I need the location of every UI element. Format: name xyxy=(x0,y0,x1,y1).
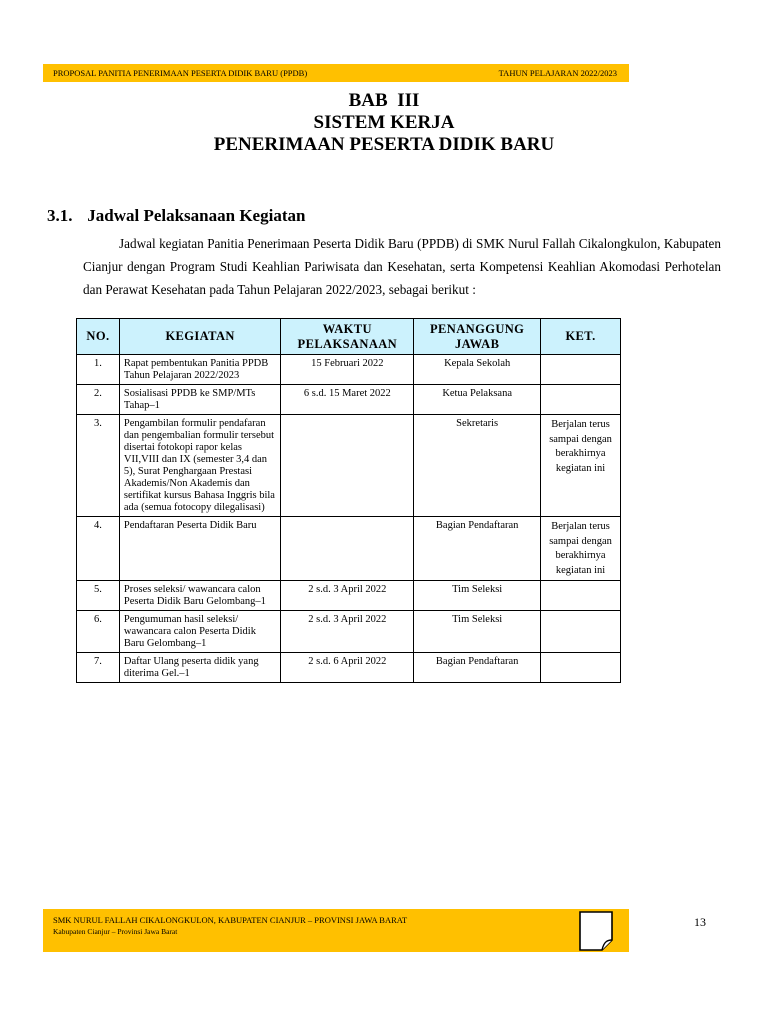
cell-waktu: 6 s.d. 15 Maret 2022 xyxy=(281,385,414,415)
cell-ket: Berjalan terus sampai dengan berakhirnya kegiatan ini xyxy=(541,415,621,517)
cell-ket xyxy=(541,611,621,653)
cell-ket xyxy=(541,385,621,415)
cell-kegiatan: Pengambilan formulir pendafaran dan pengembalian formulir tersebut disertai fotokopi rapor kelas VII,VIII dan IX (semester 3,4 dan 5), Surat Penghargaan Prestasi Akademis/Non Akademis dan sertifikat kursus Bahasa Inggris bila ada (semua fotocopy dilegalisasi) xyxy=(119,415,281,517)
cell-waktu xyxy=(281,517,414,581)
footer-school-text: SMK NURUL FALLAH CIKALONGKULON, KABUPATEN CIANJUR – PROVINSI JAWA BARAT xyxy=(53,915,408,925)
table-row xyxy=(77,355,621,385)
cell-no: 4. xyxy=(77,517,120,581)
cell-waktu: 2 s.d. 6 April 2022 xyxy=(281,653,414,683)
schedule-table xyxy=(76,318,621,683)
cell-penanggung-jawab: Bagian Pendaftaran xyxy=(414,653,541,683)
chapter-title: SISTEM KERJA xyxy=(313,112,455,133)
section-heading xyxy=(47,206,305,226)
header-waktu-line2: PELAKSANAAN xyxy=(297,336,398,351)
cell-no: 6. xyxy=(77,611,120,653)
cell-kegiatan: Sosialisasi PPDB ke SMP/MTs Tahap–1 xyxy=(119,385,281,415)
cell-kegiatan: Daftar Ulang peserta didik yang diterima Gel.–1 xyxy=(119,653,281,683)
table-row xyxy=(77,517,621,581)
cell-penanggung-jawab: Tim Seleksi xyxy=(414,611,541,653)
cell-kegiatan: Proses seleksi/ wawancara calon Peserta Didik Baru Gelombang–1 xyxy=(119,581,281,611)
header-penanggung-jawab xyxy=(414,319,541,355)
cell-waktu: 2 s.d. 3 April 2022 xyxy=(281,611,414,653)
table-header-row xyxy=(77,319,621,355)
cell-ket xyxy=(541,355,621,385)
table-row xyxy=(77,653,621,683)
cell-penanggung-jawab: Sekretaris xyxy=(414,415,541,517)
cell-no: 2. xyxy=(77,385,120,415)
cell-waktu: 2 s.d. 3 April 2022 xyxy=(281,581,414,611)
header-kegiatan: KEGIATAN xyxy=(119,319,281,355)
cell-penanggung-jawab: Ketua Pelaksana xyxy=(414,385,541,415)
header-pj-line1: PENANGGUNG xyxy=(430,321,525,336)
cell-ket xyxy=(541,653,621,683)
table-row xyxy=(77,415,621,517)
chapter-titles xyxy=(0,90,768,156)
header-right-text: TAHUN PELAJARAN 2022/2023 xyxy=(498,68,617,78)
cell-kegiatan: Pendaftaran Peserta Didik Baru xyxy=(119,517,281,581)
table-row xyxy=(77,581,621,611)
cell-penanggung-jawab: Kepala Sekolah xyxy=(414,355,541,385)
cell-no: 1. xyxy=(77,355,120,385)
header-ket: KET. xyxy=(541,319,621,355)
chapter-subtitle: PENERIMAAN PESERTA DIDIK BARU xyxy=(213,134,555,155)
table-row xyxy=(77,611,621,653)
cell-penanggung-jawab: Tim Seleksi xyxy=(414,581,541,611)
header-waktu xyxy=(281,319,414,355)
cell-ket: Berjalan terus sampai dengan berakhirnya kegiatan ini xyxy=(541,517,621,581)
page-curl-icon xyxy=(578,910,614,952)
cell-waktu: 15 Februari 2022 xyxy=(281,355,414,385)
cell-penanggung-jawab: Bagian Pendaftaran xyxy=(414,517,541,581)
running-footer xyxy=(43,909,629,952)
section-number: 3.1. xyxy=(47,206,73,225)
footer-location-text: Kabupaten Cianjur – Provinsi Jawa Barat xyxy=(53,927,178,936)
running-header xyxy=(43,64,629,82)
cell-kegiatan: Rapat pembentukan Panitia PPDB Tahun Pelajaran 2022/2023 xyxy=(119,355,281,385)
section-title: Jadwal Pelaksanaan Kegiatan xyxy=(87,206,306,225)
cell-kegiatan: Pengumuman hasil seleksi/ wawancara calon Peserta Didik Baru Gelombang–1 xyxy=(119,611,281,653)
header-no: NO. xyxy=(77,319,120,355)
header-waktu-line1: WAKTU xyxy=(322,321,372,336)
chapter-number: BAB III xyxy=(348,90,420,111)
cell-ket xyxy=(541,581,621,611)
cell-no: 5. xyxy=(77,581,120,611)
header-pj-line2: JAWAB xyxy=(454,336,500,351)
header-left-text: PROPOSAL PANITIA PENERIMAAN PESERTA DIDIK BARU (PPDB) xyxy=(53,68,308,78)
intro-paragraph: Jadwal kegiatan Panitia Penerimaan Peserta Didik Baru (PPDB) di SMK Nurul Fallah Cikalongkulon, Kabupaten Cianjur dengan Program Studi Keahlian Pariwisata dan Kesehatan, serta Kompetensi Keahlian Akomodasi Perhotelan dan Perawat Kesehatan pada Tahun Pelajaran 2022/2023, sebagai berikut : xyxy=(83,236,721,297)
page-number: 13 xyxy=(694,915,706,929)
cell-no: 7. xyxy=(77,653,120,683)
table-row xyxy=(77,385,621,415)
cell-waktu xyxy=(281,415,414,517)
cell-no: 3. xyxy=(77,415,120,517)
